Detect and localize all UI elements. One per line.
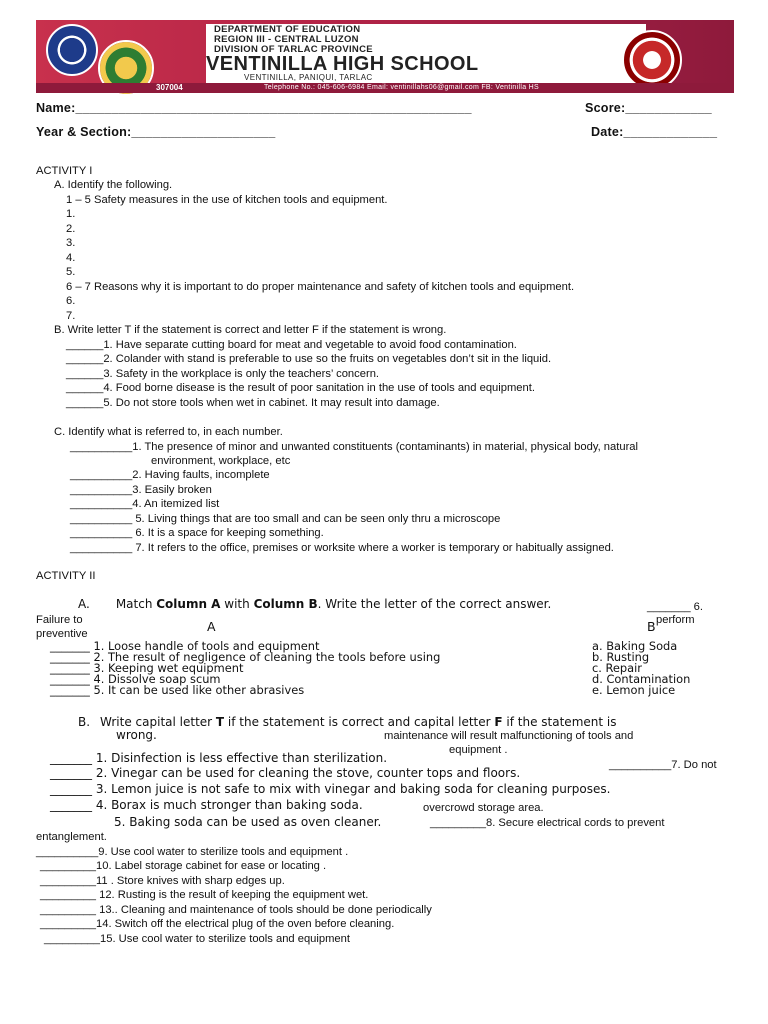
table-row: _______ 4. Borax is much stronger than baking soda. [50,798,363,812]
banner-region: REGION III - CENTRAL LUZON [214,34,359,45]
activity2-title: ACTIVITY II [36,570,96,582]
list-item: _________14. Switch off the electrical plug of the oven before cleaning. [40,918,395,930]
choice-item: a. Baking Soda [592,639,678,653]
overcrowd-text: overcrowd storage area. [423,802,544,814]
column-b-header: B [647,619,656,634]
list-item: _________10. Label storage cabinet for ease or locating . [40,860,327,872]
list-item: _________ 12. Rusting is the result of keeping the equipment wet. [40,889,369,901]
header-banner [36,20,734,93]
date-field[interactable]: Date:_____________ [591,125,718,139]
list-item: 5. [66,266,76,278]
table-row: _______ 3. Lemon juice is not safe to mix with vinegar and baking soda for cleaning purposes. [50,782,611,796]
list-item: 4. [66,252,76,264]
choice-item: e. Lemon juice [592,683,676,697]
score-field[interactable]: Score:____________ [585,101,712,115]
activity2-b-instruction-cont: wrong. [116,728,157,742]
list-item: ______2. Colander with stand is preferable to use so the fruits on vegetables don’t sit in the liquid. [66,353,552,365]
list-item: ______4. Food borne disease is the result of poor sanitation in the use of tools and equipment. [66,382,535,394]
banner-department: DEPARTMENT OF EDUCATION [214,24,361,35]
table-row: _______ 2. The result of negligence of cleaning the tools before using [50,650,441,664]
list-item: 1. [66,208,76,220]
list-item: _________15. Use cool water to sterilize tools and equipment [44,933,350,945]
item-8-text: _________8. Secure electrical cords to prevent [430,817,665,829]
list-item: __________1. The presence of minor and unwanted constituents (contaminants) in material, physical body, natural [70,441,639,453]
table-row: _______ 4. Dissolve soap scum [50,672,221,686]
deped-seal-icon [46,24,98,76]
list-item: __________ 7. It refers to the office, premises or worksite where a worker is temporary or habitually assigned. [70,542,614,554]
list-item: __________4. An itemized list [70,498,220,510]
list-item: __________ 6. It is a space for keeping something. [70,527,324,539]
list-item: 6. [66,295,76,307]
perform-text: perform [656,614,695,626]
list-item: __________3. Easily broken [70,484,212,496]
column-a-header: A [207,619,216,634]
choice-item: b. Rusting [592,650,650,664]
year-section-field[interactable]: Year & Section:____________________ [36,125,276,139]
choice-item: d. Contamination [592,672,691,686]
table-row: _______ 5. It can be used like other abrasives [50,683,305,697]
preventive-text: preventive [36,628,88,640]
list-item: 7. [66,310,76,322]
banner-division: DIVISION OF TARLAC PROVINCE [214,44,373,55]
banner-address: VENTINILLA, PANIQUI, TARLAC [244,73,373,82]
list-item: 3. [66,237,76,249]
activity1-c-title: C. Identify what is referred to, in each number. [54,426,283,438]
activity2-b-instruction: B. Write capital letter T if the statement is correct and capital letter F if the statement is [78,715,617,729]
list-item: __________9. Use cool water to sterilize tools and equipment . [36,846,349,858]
activity2-a-instruction: A. Match Column A with Column B. Write the letter of the correct answer. [78,597,552,611]
entanglement-text: entanglement. [36,831,107,843]
list-item: ______3. Safety in the workplace is only the teachers’ concern. [66,368,380,380]
table-row: _______ 2. Vinegar can be used for cleaning the stove, counter tops and floors. [50,766,521,780]
table-row: _______ 3. Keeping wet equipment [50,661,244,675]
item-7-text: __________7. Do not [609,759,717,771]
activity1-b-title: B. Write letter T if the statement is correct and letter F if the statement is wrong. [54,324,447,336]
list-item: ______5. Do not store tools when wet in cabinet. It may result into damage. [66,397,440,409]
failure-to-text: Failure to [36,614,83,626]
list-item: ______1. Have separate cutting board for meat and vegetable to avoid food contamination. [66,339,517,351]
equipment-text: equipment . [449,744,508,756]
list-item-continued: environment, workplace, etc [151,455,291,467]
activity1-title: ACTIVITY I [36,165,93,177]
name-field[interactable]: Name:_______________________________________________________ [36,101,472,115]
activity1-a-title: A. Identify the following. [54,179,173,191]
activity1-a-sub1: 1 – 5 Safety measures in the use of kitchen tools and equipment. [66,194,388,206]
table-row: _______ 1. Loose handle of tools and equipment [50,639,320,653]
school-seal-icon [622,30,682,90]
banner-school-name: VENTINILLA HIGH SCHOOL [206,53,479,75]
activity1-a-sub2: 6 – 7 Reasons why it is important to do proper maintenance and safety of kitchen tools and equipment. [66,281,575,293]
maintenance-text: maintenance will result malfunctioning of tools and [384,730,634,742]
item-6-blank: _______ 6. [647,601,703,613]
list-item: 2. [66,223,76,235]
banner-contact-info: Telephone No.: 045-606-6984 Email: ventinillahs06@gmail.com FB: Ventinilla HS [264,84,539,91]
table-row: 5. Baking soda can be used as oven cleaner. [114,815,382,829]
list-item: __________2. Having faults, incomplete [70,469,270,481]
list-item: _________ 13.. Cleaning and maintenance of tools should be done periodically [40,904,432,916]
table-row: _______ 1. Disinfection is less effective than sterilization. [50,751,388,765]
choice-item: c. Repair [592,661,642,675]
banner-school-id: 307004 [156,83,183,92]
list-item: __________ 5. Living things that are too small and can be seen only thru a microscope [70,513,501,525]
list-item: _________11 . Store knives with sharp edges up. [40,875,285,887]
